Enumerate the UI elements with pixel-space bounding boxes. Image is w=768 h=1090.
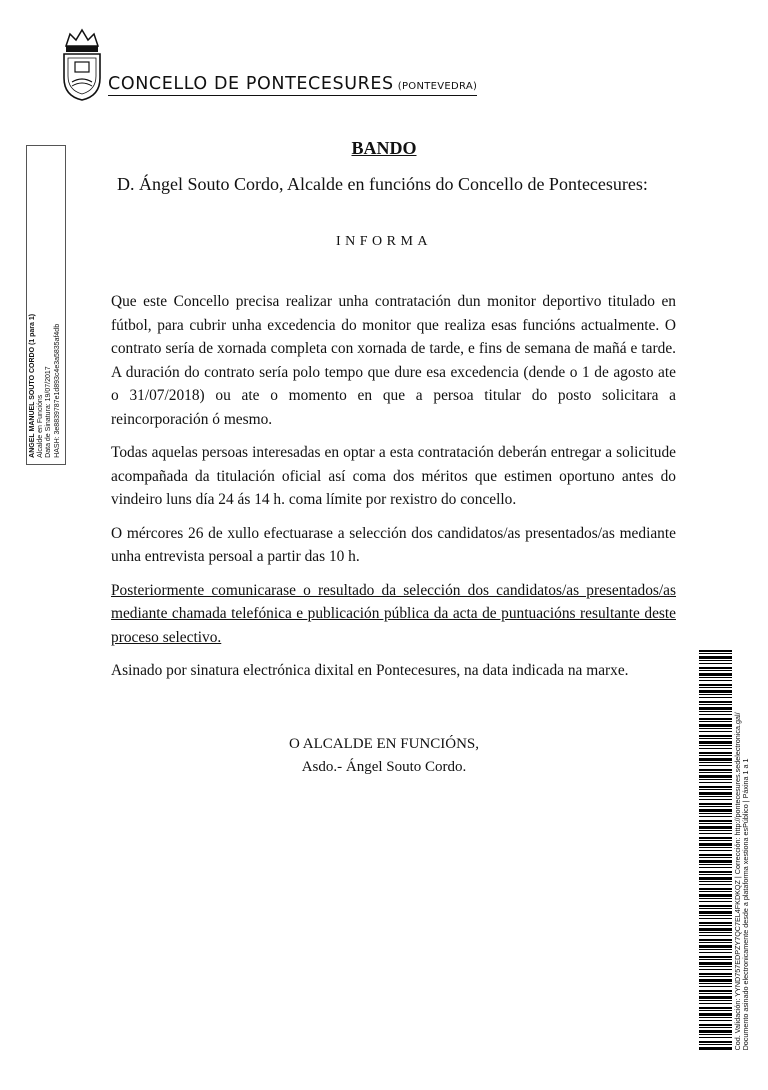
document-body (111, 290, 676, 693)
paragraph-3: O mércores 26 de xullo efectuarase a selección dos candidatos/as presentados/as mediante unha entrevista persoal a partir das 10 h. (111, 524, 676, 565)
signer-name: ANGEL MANUEL SOUTO CORDO (1 para 1) (29, 314, 36, 458)
paragraph-5: Asinado por sinatura electrónica dixital en Pontecesures, na data indicada na marxe. (111, 662, 629, 679)
informa-heading: INFORMA (335, 234, 433, 249)
signoff (0, 733, 768, 779)
coat-of-arms-logo (60, 26, 104, 102)
signature-date: Data de Sinatura: 19/07/2017 (45, 366, 53, 458)
organization-province: (PONTEVEDRA) (397, 81, 478, 92)
paragraph-2: Todas aquelas persoas interesadas en optar a esta contratación deberán entregar a solicitude acompañada da titulación oficial así coma dos méritos que estimen oportuno antes do vindeiro luns día 24 ás 14 h. coma límite por rexistro do concello. (111, 444, 676, 508)
organization-header (108, 74, 477, 96)
paragraph-1: Que este Concello precisa realizar unha contratación dun monitor deportivo titulado en fútbol, para cubrir unha excedencia do monitor que realiza esas funcións actualmente. O contrato sería de xornada completa con xornada de tarde, e fins de semana de mañá e tarde. A duración do contrato sería polo tempo que dure esa excedencia (dende o 1 de agosto ate o 31/07/2018) ou ate o momento en que a persoa titular do posto solicitara a reincorporación ó mesmo. (111, 293, 676, 428)
signoff-title: O ALCALDE EN FUNCIÓNS, (288, 736, 479, 752)
signoff-name: Asdo.- Ángel Souto Cordo. (301, 759, 467, 775)
signature-box (26, 145, 66, 465)
signer-role: Alcalde en Funcións (37, 394, 45, 458)
barcode (699, 650, 732, 1050)
document-title-text: BANDO (351, 138, 417, 158)
verification-text (734, 712, 750, 1050)
organization-name: CONCELLO DE PONTECESURES (108, 74, 394, 94)
document-subtitle: D. Ángel Souto Cordo, Alcalde en funcións do Concello de Pontecesures: (117, 174, 648, 194)
paragraph-4: Posteriormente comunicarase o resultado da selección dos candidatos/as presentados/as mediante chamada telefónica e publicación pública da acta de puntuacións resultante deste proceso selectivo. (111, 581, 676, 646)
verification-platform: Documento asinado electronicamente desde a plataforma xestiona esPúblico | Páxina 1 a 1 (741, 758, 751, 1050)
signature-hash: HASH: 3e8839787e1d893c4e3a5835af4db (53, 324, 61, 458)
document-title (0, 138, 768, 159)
verification-code: Cod. Validación: YYND757EDPZY7QC7EL4FKDKQZ | Corrección: http://pontecesures.sedelectronica.gal/ (733, 712, 742, 1050)
signature-text (29, 158, 62, 458)
